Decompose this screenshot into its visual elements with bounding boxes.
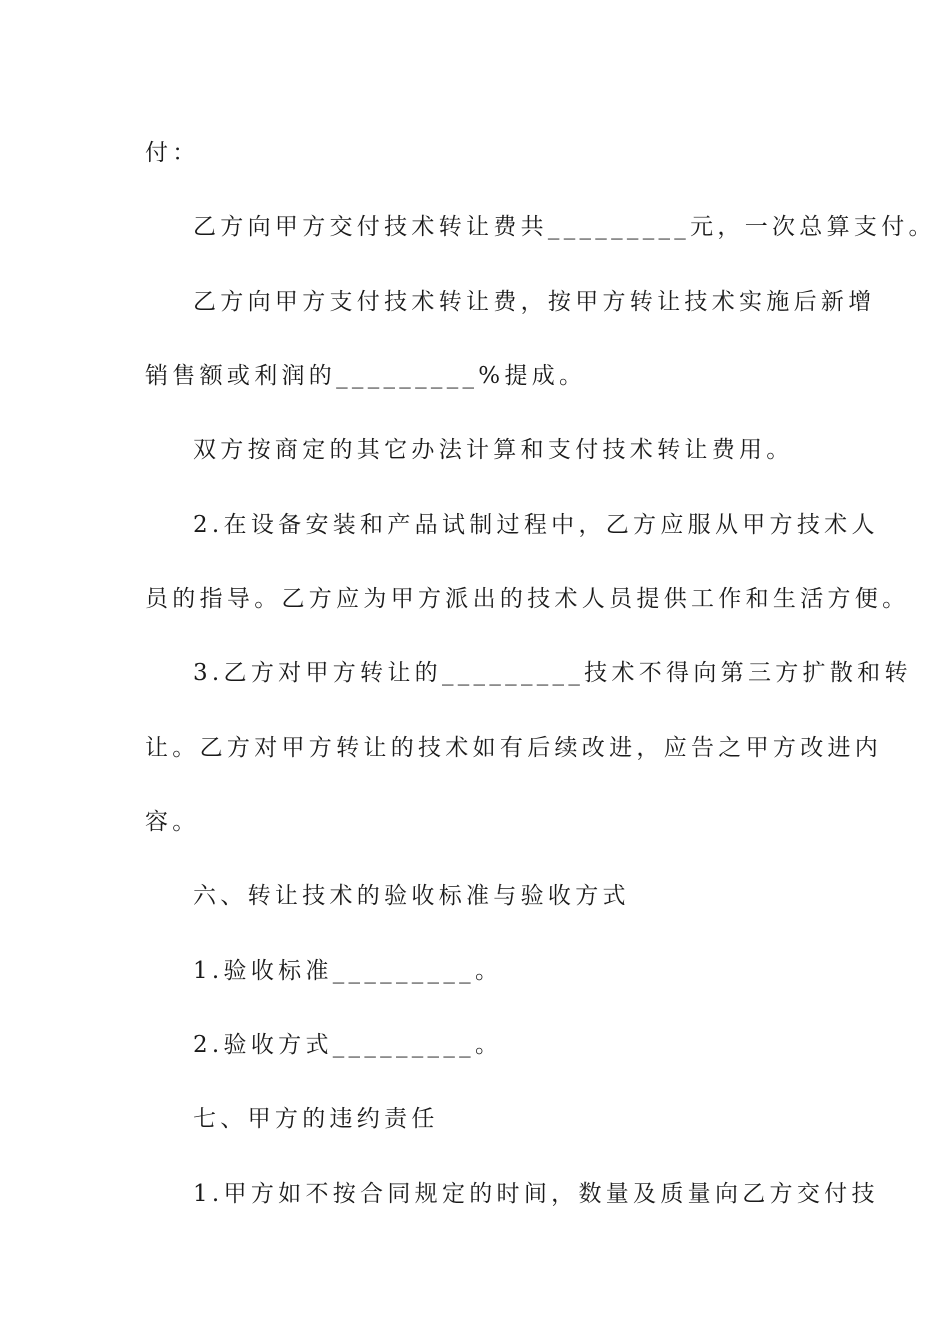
text-line-9: 让。乙方对甲方转让的技术如有后续改进，应告之甲方改进内: [145, 735, 883, 761]
text-line-5: 双方按商定的其它办法计算和支付技术转让费用。: [193, 437, 794, 463]
text-line-4: 销售额或利润的_________%提成。: [145, 363, 587, 389]
text-line-10: 容。: [145, 809, 200, 835]
text-line-2: 乙方向甲方交付技术转让费共_________元，一次总算支付。: [193, 214, 936, 240]
text-line-8: 3.乙方对甲方转让的_________技术不得向第三方扩散和转: [193, 660, 912, 686]
text-line-7: 员的指导。乙方应为甲方派出的技术人员提供工作和生活方便。: [145, 586, 910, 612]
text-line-12: 1.验收标准_________。: [193, 958, 503, 984]
text-line-13: 2.验收方式_________。: [193, 1032, 503, 1058]
section-heading-6: 六、转让技术的验收标准与验收方式: [193, 883, 630, 909]
text-line-3: 乙方向甲方支付技术转让费，按甲方转让技术实施后新增: [193, 289, 876, 315]
text-line-1: 付：: [145, 140, 200, 166]
section-heading-7: 七、甲方的违约责任: [193, 1106, 439, 1132]
text-line-15: 1.甲方如不按合同规定的时间，数量及质量向乙方交付技: [193, 1181, 879, 1207]
text-line-6: 2.在设备安装和产品试制过程中，乙方应服从甲方技术人: [193, 512, 879, 538]
